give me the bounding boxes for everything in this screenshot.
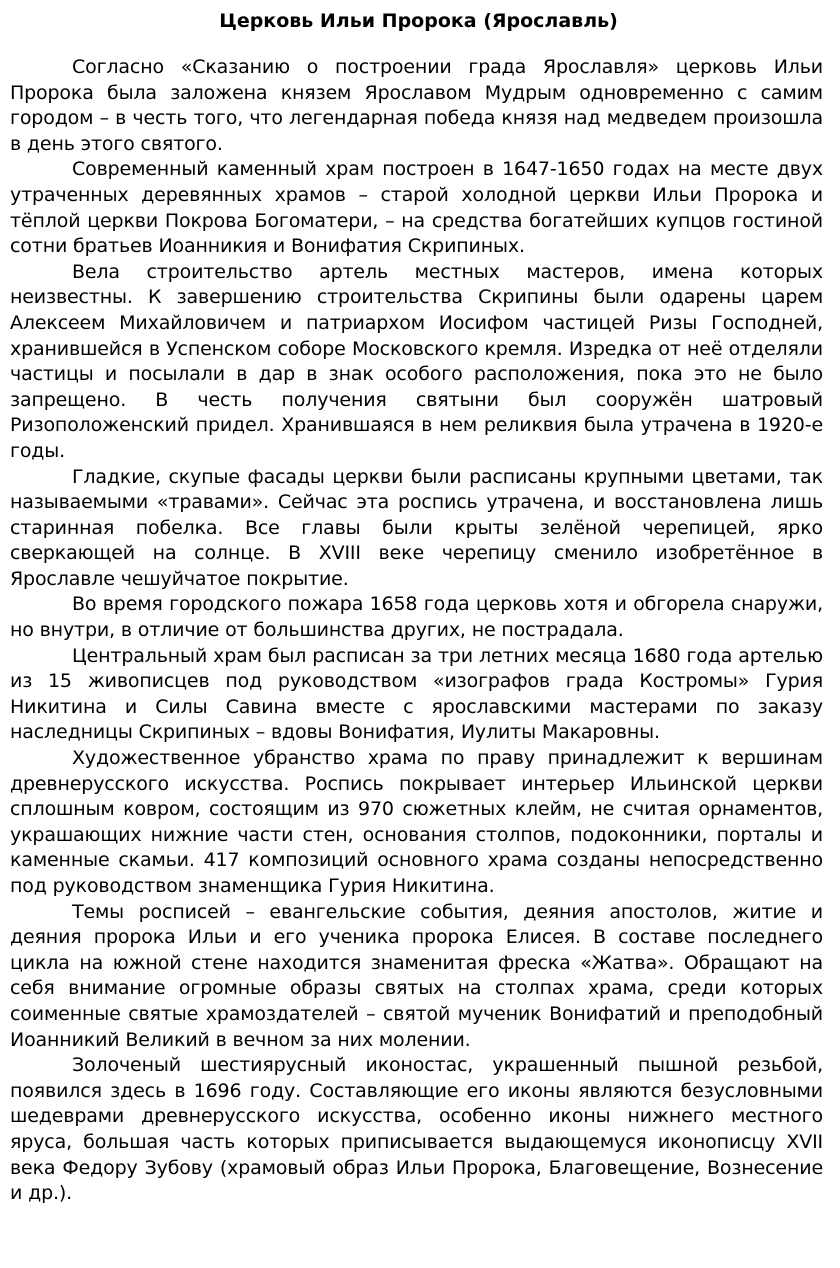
paragraph-fire: Во время городского пожара 1658 года церковь хотя и обгорела снаружи, но внутри, в отличие от большинства других, не пострадала.	[10, 593, 823, 642]
paragraph-decoration: Художественное убранство храма по праву принадлежит к вершинам древнерусского искусства. Роспись покрывает интерьер Ильинской церкви сплошным ковром, состоящим из 970 сюжетных клейм, не считая орнаментов, украшающих нижние части стен, основания столпов, подоконники, порталы и каменные скамьи. 417 композиций основного храма созданы непосредственно под руководством знаменщика Гурия Никитина.	[10, 747, 823, 897]
paragraph-legend: Согласно «Сказанию о построении града Ярославля» церковь Ильи Пророка была заложена князем Ярославом Мудрым одновременно с самим городом – в честь того, что легендарная победа князя над медведем произошла в день этого святого.	[10, 56, 823, 155]
paragraph-themes: Темы росписей – евангельские события, деяния апостолов, житие и деяния пророка Ильи и его ученика пророка Елисея. В составе последнего цикла на южной стене находится знаменитая фреска «Жатва». Обращают на себя внимание огромные образы святых на столпах храма, среди которых соименные святые храмоздателей – святой мученик Вонифатий и преподобный Иоанникий Великий в вечном за них молении.	[10, 900, 823, 1051]
paragraph-iconostasis: Золоченый шестиярусный иконостас, украшенный пышной резьбой, появился здесь в 1696 году. Составляющие его иконы являются безусловными шедеврами древнерусского искусства, особенно иконы нижнего местного яруса, большая часть которых приписывается выдающемуся иконописцу XVII века Федору Зубову (храмовый образ Ильи Пророка, Благовещение, Вознесение и др.).	[10, 1054, 823, 1205]
paragraph-painting: Центральный храм был расписан за три летних месяца 1680 года артелью из 15 живописцев под руководством «изографов града Костромы» Гурия Никитина и Силы Савина вместе с ярославскими мастерами по заказу наследницы Скрипиных – вдовы Вонифатия, Иулиты Макаровны.	[10, 644, 823, 744]
paragraph-construction: Современный каменный храм построен в 1647-1650 годах на месте двух утраченных деревянных храмов – старой холодной церкви Ильи Пророка и тёплой церкви Покрова Богоматери, – на средства богатейших купцов гостиной сотни братьев Иоанникия и Вонифатия Скрипиных.	[10, 158, 823, 258]
paragraph-artel-relic: Вела строительство артель местных мастеров, имена которых неизвестны. К завершению строительства Скрипины были одарены царем Алексеем Михайловичем и патриархом Иосифом частицей Ризы Господней, хранившейся в Успенском соборе Московского кремля. Изредка от неё отделяли частицы и посылали в дар в знак особого расположения, пока это не было запрещено. В честь получения святыни был сооружён шатровый Ризоположенский придел. Хранившаяся в нем реликвия была утрачена в 1920-е годы.	[10, 260, 823, 462]
document-title: Церковь Ильи Пророка (Ярославль)	[219, 10, 618, 32]
document-page	[10, 8, 823, 1207]
paragraph-facades: Гладкие, скупые фасады церкви были расписаны крупными цветами, так называемыми «травами». Сейчас эта роспись утрачена, и восстановлена лишь старинная побелка. Все главы были крыты зелёной черепицей, ярко сверкающей на солнце. В XVIII веке черепицу сменило изобретённое в Ярославле чешуйчатое покрытие.	[10, 465, 823, 590]
